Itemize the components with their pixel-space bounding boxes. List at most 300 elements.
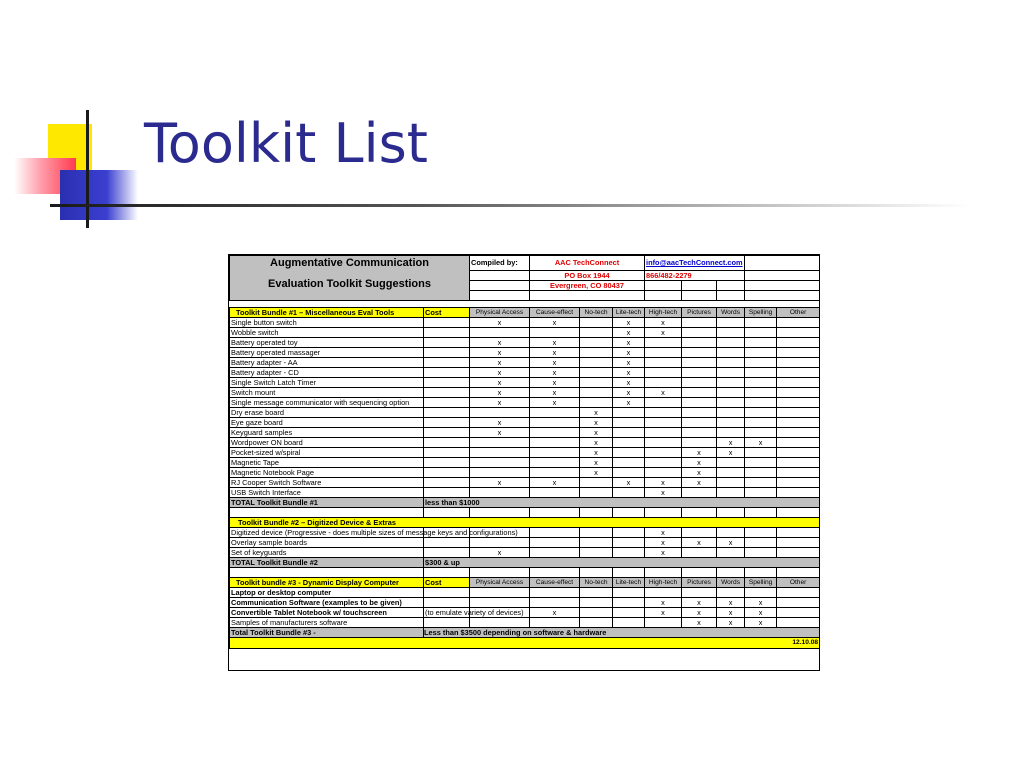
column-header: Lite-tech [613,307,645,317]
item-mark: x [470,377,530,387]
item-mark [717,377,745,387]
item-mark [470,447,530,457]
item-mark [580,357,613,367]
item-cost [424,327,470,337]
item-mark: x [470,547,530,557]
item-mark [580,377,613,387]
item-mark [717,387,745,397]
item-mark [580,367,613,377]
item-mark [470,537,530,547]
item-row [230,487,820,497]
item-name: Dry erase board [230,407,424,417]
item-row [230,377,820,387]
item-mark [745,377,777,387]
item-mark: x [717,617,745,627]
item-cost [424,377,470,387]
item-mark [645,357,682,367]
item-mark [777,607,820,617]
item-mark [530,537,580,547]
city: Evergreen, CO 80437 [530,280,645,290]
item-cost [424,357,470,367]
item-row [230,527,820,537]
item-cost [424,447,470,457]
item-cost [424,407,470,417]
item-mark [580,397,613,407]
item-name: Set of keyguards [230,547,424,557]
item-name: Single message communicator with sequencing option [230,397,424,407]
item-row [230,407,820,417]
item-mark [580,317,613,327]
item-mark [717,457,745,467]
item-mark [745,327,777,337]
slide-title: Toolkit List [144,112,428,175]
item-mark [777,547,820,557]
item-mark [777,597,820,607]
item-mark: x [580,437,613,447]
item-mark: x [645,527,682,537]
item-mark [745,397,777,407]
item-mark [777,377,820,387]
item-mark [613,527,645,537]
item-cost [424,547,470,557]
column-header: Cause-effect [530,577,580,587]
item-cost [424,347,470,357]
item-row [230,587,820,597]
item-row [230,427,820,437]
item-mark [777,477,820,487]
item-mark [777,397,820,407]
item-mark: x [530,357,580,367]
item-mark [745,477,777,487]
empty-cell [230,567,424,577]
item-mark [777,367,820,377]
item-name: Battery adapter - CD [230,367,424,377]
item-mark: x [682,607,717,617]
item-name: USB Switch Interface [230,487,424,497]
item-mark [580,617,613,627]
item-name: Keyguard samples [230,427,424,437]
item-mark [530,417,580,427]
item-mark: x [530,477,580,487]
item-name: Single Switch Latch Timer [230,377,424,387]
item-mark: x [717,437,745,447]
column-header: High-tech [645,307,682,317]
empty-cell [745,567,777,577]
item-mark [530,407,580,417]
column-header: Words [717,577,745,587]
item-mark: x [645,547,682,557]
org-name: AAC TechConnect [530,256,645,271]
item-cost [424,467,470,477]
empty-cell [424,507,470,517]
item-cost [424,617,470,627]
item-cost [424,477,470,487]
item-mark: x [530,387,580,397]
item-mark: x [580,407,613,417]
column-header: Spelling [745,307,777,317]
item-mark [580,587,613,597]
item-mark [717,467,745,477]
item-mark: x [470,357,530,367]
total-label: TOTAL Toolkit Bundle #1 [230,497,424,507]
item-mark [745,347,777,357]
item-cost [424,597,470,607]
empty-cell [645,507,682,517]
item-mark [530,327,580,337]
total-row [230,557,820,567]
item-mark [745,357,777,367]
item-row [230,327,820,337]
item-mark: x [682,597,717,607]
item-mark: x [530,367,580,377]
item-name: Magnetic Tape [230,457,424,467]
decor-blue-square [60,170,138,220]
item-mark [613,447,645,457]
heading-line1: Augmentative Communication [230,256,470,271]
item-mark: x [470,427,530,437]
empty-cell [530,507,580,517]
item-row [230,417,820,427]
item-row [230,447,820,457]
empty-cell [613,507,645,517]
empty-cell [470,567,530,577]
item-mark [717,367,745,377]
item-mark [745,407,777,417]
item-mark: x [682,537,717,547]
item-cost [424,367,470,377]
item-mark [470,327,530,337]
column-header: Other [777,577,820,587]
decor-vertical-line [86,110,89,228]
item-name: Convertible Tablet Notebook w/ touchscreen [230,607,424,617]
item-mark [645,397,682,407]
item-mark [717,417,745,427]
item-mark [717,587,745,597]
phone-number: 866/482-2279 [645,270,745,280]
item-row [230,387,820,397]
item-mark [613,607,645,617]
toolkit-table [229,255,820,649]
item-mark: x [470,397,530,407]
item-name: Overlay sample boards [230,537,424,547]
item-mark [580,387,613,397]
item-mark [717,527,745,537]
item-mark: x [580,447,613,457]
item-mark [745,587,777,597]
item-mark [717,487,745,497]
item-mark [682,387,717,397]
item-mark [580,477,613,487]
heading-line2: Evaluation Toolkit Suggestions [230,270,470,300]
item-mark: x [717,597,745,607]
item-mark [777,347,820,357]
item-mark: x [682,477,717,487]
item-cost [424,457,470,467]
item-mark [682,367,717,377]
item-mark: x [613,367,645,377]
column-header: No-tech [580,577,613,587]
item-mark [580,547,613,557]
item-mark [470,457,530,467]
column-header: No-tech [580,307,613,317]
item-row [230,347,820,357]
item-name: Communication Software (examples to be given) [230,597,424,607]
empty-cell [530,567,580,577]
item-mark [777,617,820,627]
item-row [230,467,820,477]
item-mark [580,607,613,617]
item-mark [777,357,820,367]
item-mark: x [580,457,613,467]
item-mark [530,427,580,437]
empty-cell [777,567,820,577]
item-mark [777,447,820,457]
item-mark [745,457,777,467]
item-mark: x [470,367,530,377]
item-mark [470,487,530,497]
item-mark [613,597,645,607]
item-mark [580,347,613,357]
item-mark [580,327,613,337]
item-mark [613,437,645,447]
item-cost [424,587,470,597]
item-mark [470,467,530,477]
item-mark [682,407,717,417]
item-name: Switch mount [230,387,424,397]
item-mark [777,527,820,537]
item-mark [745,487,777,497]
item-cost [424,387,470,397]
item-name: Digitized device (Progressive - does multiple sizes of message keys and configurations) [231,527,518,537]
item-mark [682,337,717,347]
item-cost [424,337,470,347]
item-mark [682,397,717,407]
item-row [230,457,820,467]
empty-cell [717,507,745,517]
item-mark: x [645,537,682,547]
item-mark [682,357,717,367]
item-name: Battery adapter - AA [230,357,424,367]
item-mark [613,407,645,417]
item-name: RJ Cooper Switch Software [230,477,424,487]
item-mark: x [745,437,777,447]
item-mark [717,427,745,437]
item-mark [580,537,613,547]
item-mark: x [613,327,645,337]
item-mark [530,547,580,557]
item-mark [613,617,645,627]
item-mark: x [470,417,530,427]
column-header: Cause-effect [530,307,580,317]
item-row [230,477,820,487]
item-row [230,547,820,557]
bundle-header-row [230,517,820,527]
email-link[interactable]: info@aacTechConnect.com [645,256,745,271]
item-mark: x [613,477,645,487]
item-mark [777,427,820,437]
item-mark: x [682,447,717,457]
item-mark: x [745,597,777,607]
item-mark: x [580,417,613,427]
item-cost [424,397,470,407]
item-name: Single button switch [230,317,424,327]
item-mark [682,547,717,557]
item-mark [470,597,530,607]
item-mark [530,587,580,597]
item-mark [470,407,530,417]
item-mark [682,417,717,427]
item-mark [645,347,682,357]
item-mark [530,487,580,497]
empty-cell [682,507,717,517]
item-mark: x [613,357,645,367]
item-mark [745,317,777,327]
item-row [230,437,820,447]
bundle-title: Toolkit Bundle #2 – Digitized Device & Extras [230,517,820,527]
item-mark [530,617,580,627]
item-mark [717,477,745,487]
item-mark: x [645,597,682,607]
item-mark [745,337,777,347]
total-label: TOTAL Toolkit Bundle #2 [230,557,424,567]
empty-cell [777,507,820,517]
item-row [230,537,820,547]
item-name: Magnetic Notebook Page [230,467,424,477]
item-mark [645,617,682,627]
item-mark: x [613,377,645,387]
item-mark: x [530,347,580,357]
item-mark: x [613,347,645,357]
item-mark [613,547,645,557]
item-name: Pocket-sized w/spiral [230,447,424,457]
item-mark [530,437,580,447]
column-header: Pictures [682,307,717,317]
item-mark [645,447,682,457]
item-mark [682,327,717,337]
item-mark [645,467,682,477]
item-mark [777,587,820,597]
item-mark [470,587,530,597]
item-mark: x [470,477,530,487]
item-mark [745,447,777,457]
item-mark: x [470,337,530,347]
item-mark [745,527,777,537]
item-row [230,397,820,407]
item-mark [717,327,745,337]
item-note: (to emulate variety of devices) [425,607,524,617]
item-mark: x [530,377,580,387]
item-mark: x [613,317,645,327]
item-row [230,617,820,627]
column-header: Words [717,307,745,317]
total-cost: Less than $3500 depending on software & hardware [424,627,820,637]
item-mark [682,427,717,437]
item-mark [777,457,820,467]
empty-cell [645,567,682,577]
item-mark [470,617,530,627]
item-mark: x [470,387,530,397]
total-label: Total Toolkit Bundle #3 - [230,627,424,637]
item-mark: x [645,477,682,487]
empty-cell [682,567,717,577]
item-mark [613,467,645,477]
empty-cell [613,567,645,577]
item-mark: x [530,397,580,407]
empty-cell [717,567,745,577]
item-mark: x [613,387,645,397]
total-cost: less than $1000 [424,497,820,507]
item-mark [777,387,820,397]
item-mark: x [717,607,745,617]
cost-label: Cost [424,307,470,317]
column-header: Spelling [745,577,777,587]
empty-cell [580,507,613,517]
item-mark [717,397,745,407]
column-header: Lite-tech [613,577,645,587]
item-mark [717,357,745,367]
item-mark [745,367,777,377]
item-mark: x [530,317,580,327]
item-row [230,317,820,327]
item-name: Wordpower ON board [230,437,424,447]
item-mark [777,407,820,417]
item-mark [717,407,745,417]
item-name: Samples of manufacturers software [230,617,424,627]
item-mark [613,417,645,427]
empty-cell [470,507,530,517]
spacer-row [230,507,820,517]
bundle-header-row [230,307,820,317]
item-mark [613,427,645,437]
item-mark [645,337,682,347]
item-mark [717,337,745,347]
item-mark [682,527,717,537]
item-mark [645,457,682,467]
item-mark [580,337,613,347]
item-mark [682,437,717,447]
item-mark [777,467,820,477]
item-mark [580,487,613,497]
item-name: Eye gaze board [230,417,424,427]
item-mark [745,537,777,547]
item-mark: x [613,337,645,347]
item-mark: x [682,457,717,467]
item-mark [645,427,682,437]
item-name: Wobble switch [230,327,424,337]
item-name: Laptop or desktop computer [230,587,424,597]
cost-label: Cost [424,577,470,587]
item-mark [777,327,820,337]
empty-cell [745,507,777,517]
item-mark [745,387,777,397]
item-mark: x [645,387,682,397]
spacer-row [230,567,820,577]
item-mark: x [645,487,682,497]
item-mark [530,447,580,457]
bundle-title: Toolkit Bundle #1 – Miscellaneous Eval Tools [230,307,424,317]
empty-cell [230,507,424,517]
item-mark [682,587,717,597]
item-mark [717,347,745,357]
item-mark [745,547,777,557]
item-mark [580,527,613,537]
item-mark [745,467,777,477]
item-mark [613,537,645,547]
column-header: Pictures [682,577,717,587]
toolkit-spreadsheet [228,254,820,671]
item-mark: x [745,617,777,627]
item-mark [717,547,745,557]
